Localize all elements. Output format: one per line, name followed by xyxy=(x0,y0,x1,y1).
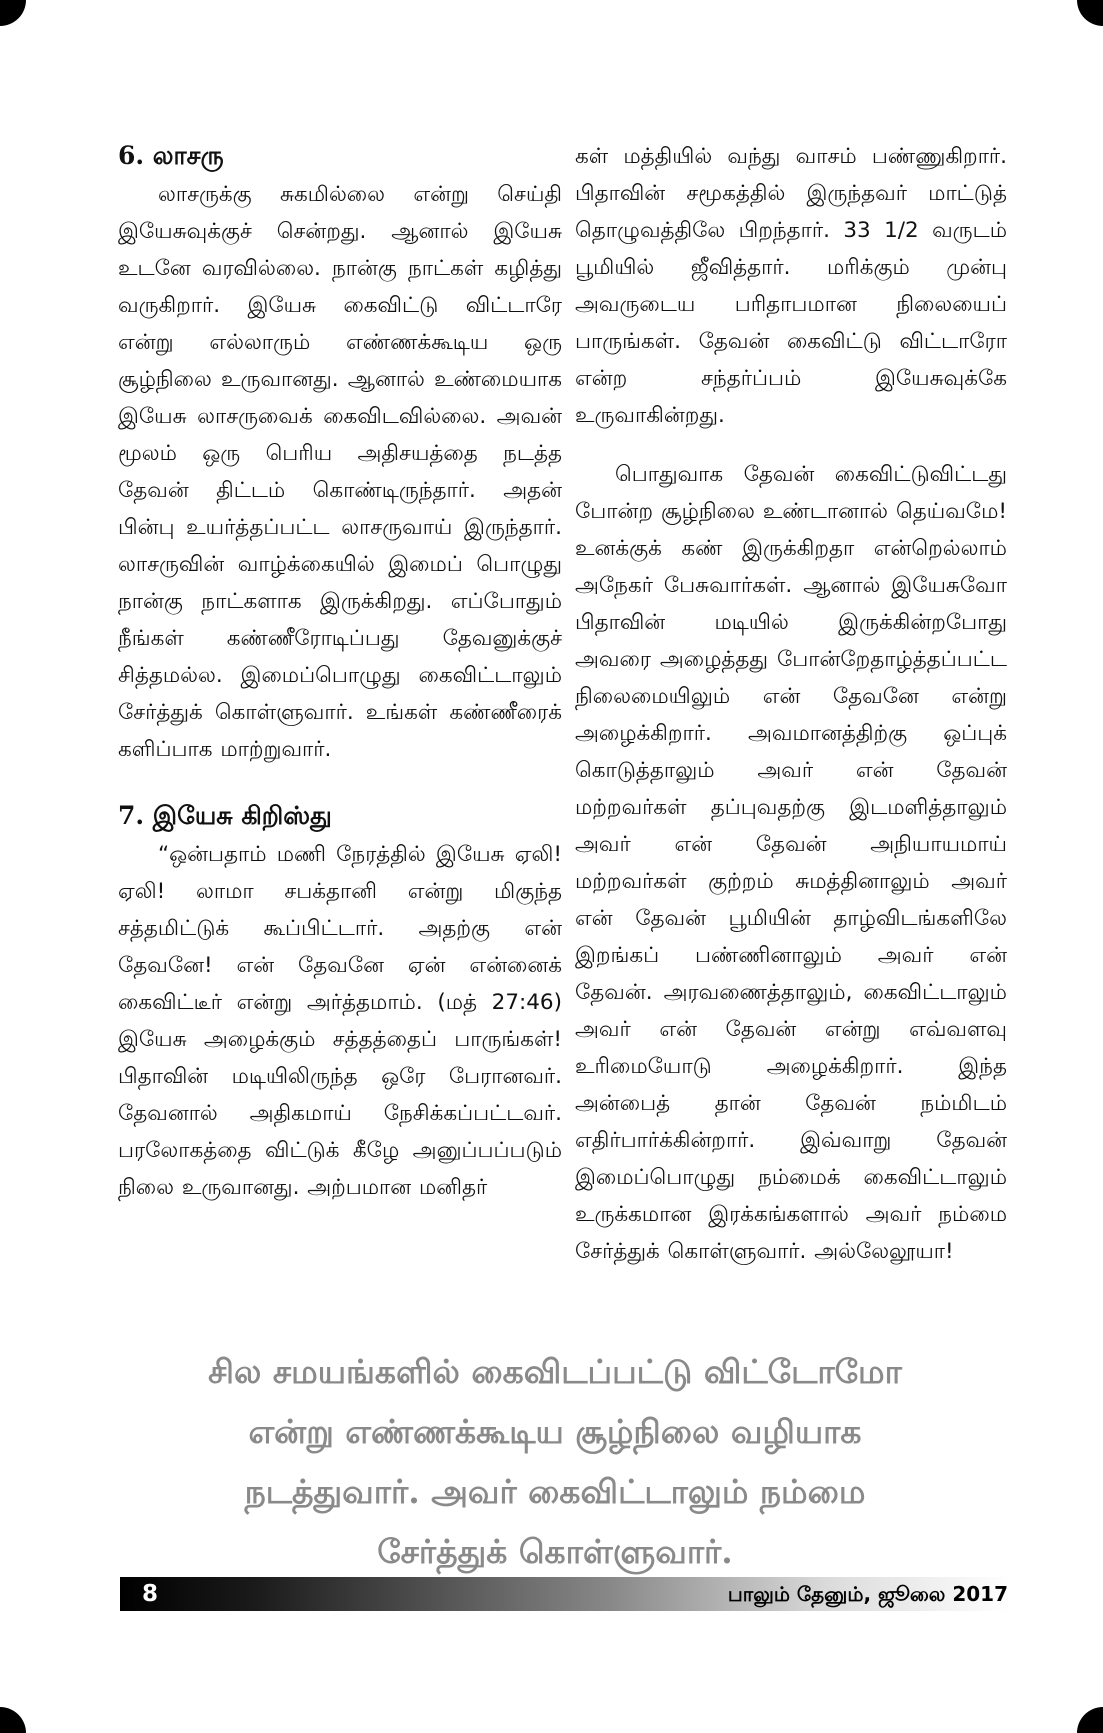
continued-paragraph: கள் மத்தியில் வந்து வாசம் பண்ணுகிறார். பிதாவின் சமூகத்தில் இருந்தவர் மாட்டுத் தொழுவத்திலே பிறந்தார். 33 1/2 வருடம் பூமியில் ஜீவித்தார். மரிக்கும் முன்பு அவருடைய பரிதாபமான நிலையைப் பாருங்கள். தேவன் கைவிட்டு விட்டாரோ என்ற சந்தர்ப்பம் இயேசுவுக்கே உருவாகின்றது. xyxy=(575,144,1007,428)
section-6-paragraph: லாசருக்கு சுகமில்லை என்று செய்தி இயேசுவுக்குச் சென்றது. ஆனால் இயேசு உடனே வரவில்லை. நான்கு நாட்கள் கழித்து வருகிறார். இயேசு கைவிட்டு விட்டாரே என்று எல்லாரும் எண்ணக்கூடிய ஒரு சூழ்நிலை உருவானது. ஆனால் உண்மையாக இயேசு லாசருவைக் கைவிடவில்லை. அவன் மூலம் ஒரு பெரிய அதிசயத்தை நடத்த தேவன் திட்டம் கொண்டிருந்தார். அதன் பின்பு உயர்த்தப்பட்ட லாசருவாய் இருந்தார். லாசருவின் வாழ்க்கையில் இமைப் பொழுது நான்கு நாட்களாக இருக்கிறது. எப்போதும் நீங்கள் கண்ணீரோடிப்பது தேவனுக்குச் சித்தமல்ல. இமைப்பொழுது கைவிட்டாலும் சேர்த்துக் கொள்ளுவார். உங்கள் கண்ணீரைக் களிப்பாக மாற்றுவார். xyxy=(118,182,562,762)
magazine-issue: பாலும் தேனும், ஜூலை 2017 xyxy=(727,1582,1008,1606)
page-number: 8 xyxy=(142,1581,159,1607)
pull-quote-line-4: சேர்த்துக் கொள்ளுவார். xyxy=(377,1532,733,1571)
left-column xyxy=(118,138,562,1206)
section-7-heading: 7. இயேசு கிறிஸ்து xyxy=(118,801,332,830)
pull-quote xyxy=(150,1342,960,1582)
page-footer xyxy=(120,1577,1010,1611)
page-corner-top-right xyxy=(1077,0,1103,26)
pull-quote-line-3: நடத்துவார். அவர் கைவிட்டாலும் நம்மை xyxy=(244,1472,866,1511)
right-column xyxy=(575,138,1007,1270)
page-corner-bottom-right xyxy=(1077,1707,1103,1733)
page-corner-bottom-left xyxy=(0,1707,26,1733)
section-6-heading: 6. லாசரு xyxy=(118,141,224,170)
page-corner-top-left xyxy=(0,0,26,26)
pull-quote-line-1: சில சமயங்களில் கைவிடப்பட்டு விட்டோமோ xyxy=(208,1352,902,1391)
pull-quote-line-2: என்று எண்ணக்கூடிய சூழ்நிலை வழியாக xyxy=(248,1412,862,1451)
closing-paragraph: பொதுவாக தேவன் கைவிட்டுவிட்டது போன்ற சூழ்நிலை உண்டானால் தெய்வமே! உனக்குக் கண் இருக்கிறதா என்றெல்லாம் அநேகர் பேசுவார்கள். ஆனால் இயேசுவோ பிதாவின் மடியில் இருக்கின்றபோது அவரை அழைத்தது போன்றேதாழ்த்தப்பட்ட நிலைமையிலும் என் தேவனே என்று அழைக்கிறார். அவமானத்திற்கு ஒப்புக் கொடுத்தாலும் அவர் என் தேவன் மற்றவர்கள் தப்புவதற்கு இடமளித்தாலும் அவர் என் தேவன் அநியாயமாய் மற்றவர்கள் குற்றம் சுமத்தினாலும் அவர் என் தேவன் பூமியின் தாழ்விடங்களிலே இறங்கப் பண்ணினாலும் அவர் என் தேவன். அரவணைத்தாலும், கைவிட்டாலும் அவர் என் தேவன் என்று எவ்வளவு உரிமையோடு அழைக்கிறார். இந்த அன்பைத் தான் தேவன் நம்மிடம் எதிர்பார்க்கின்றார். இவ்வாறு தேவன் இமைப்பொழுது நம்மைக் கைவிட்டாலும் உருக்கமான இரக்கங்களால் அவர் நம்மை சேர்த்துக் கொள்ளுவார். அல்லேலூயா! xyxy=(575,462,1007,1264)
section-7-paragraph: “ஒன்பதாம் மணி நேரத்தில் இயேசு ஏலி! ஏலி! லாமா சபக்தானி என்று மிகுந்த சத்தமிட்டுக் கூப்பிட்டார். அதற்கு என் தேவனே! என் தேவனே ஏன் என்னைக் கைவிட்டீர் என்று அர்த்தமாம். (மத் 27:46) இயேசு அழைக்கும் சத்தத்தைப் பாருங்கள்! பிதாவின் மடியிலிருந்த ஒரே பேரானவர். தேவனால் அதிகமாய் நேசிக்கப்பட்டவர். பரலோகத்தை விட்டுக் கீழே அனுப்பப்படும் நிலை உருவானது. அற்பமான மனிதர் xyxy=(118,842,562,1200)
